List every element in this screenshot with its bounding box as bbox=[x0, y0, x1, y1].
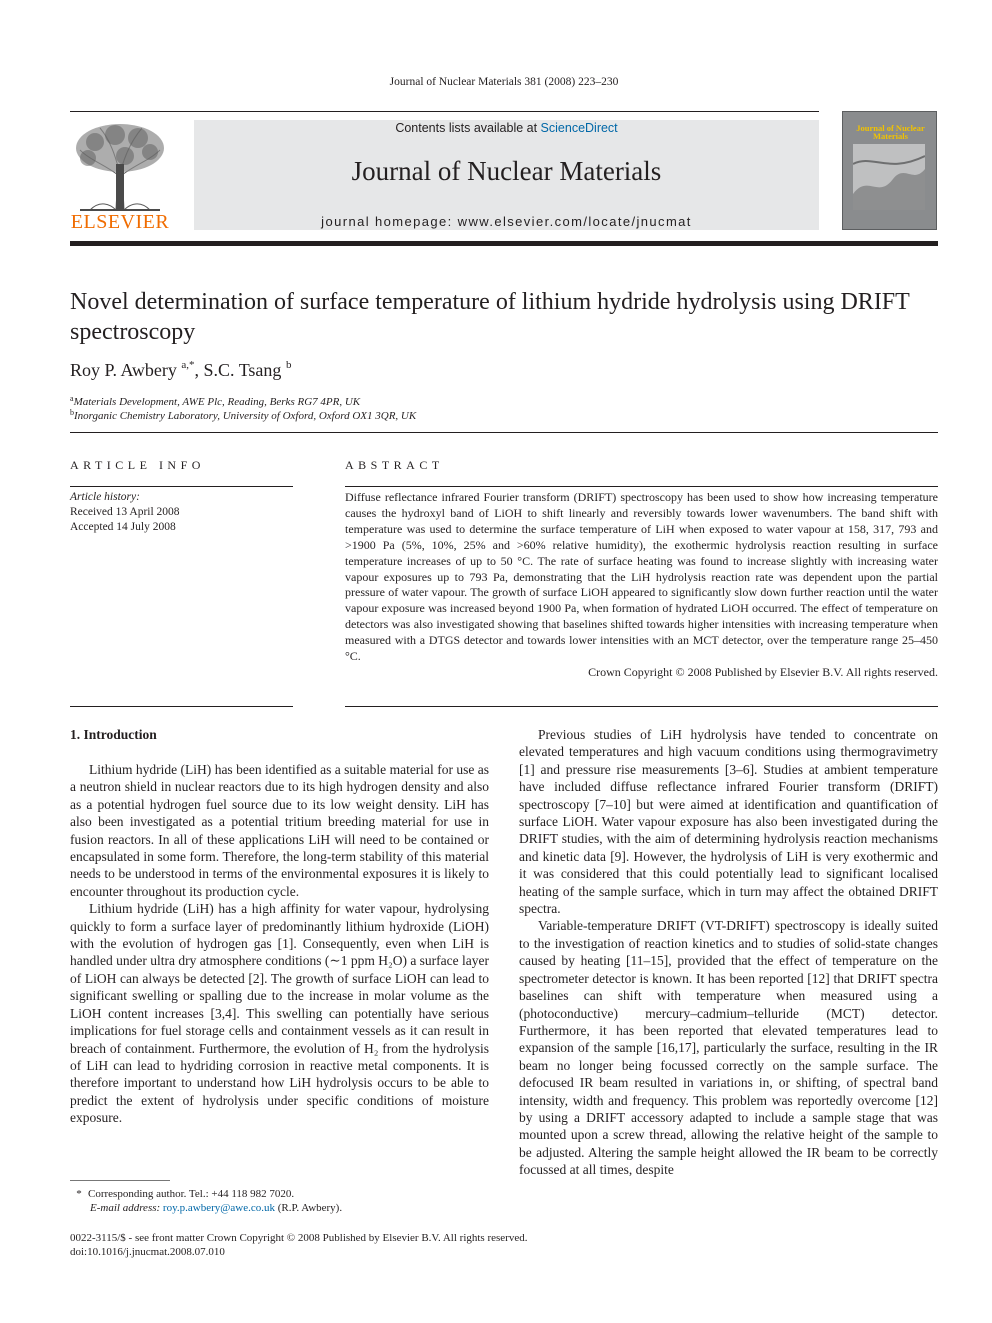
author-separator: , bbox=[194, 360, 204, 380]
paragraph: Lithium hydride (LiH) has a high affinity for water vapour, hydrolysing quickly to form a surface layer of predominantly lithium hydroxide (LiOH) with the evolution of hydrogen gas [1]. Consequently, even when LiH is handled under ultra dry atmosphere conditions (∼1 ppm H₂O) a surface layer of LiOH can always be detected [2]. The growth of surface LiOH can lead to significant swelling or spalling due to the increase in molar volume as the LiOH content increases [3,4]. This swelling can potentially have serious implications for fuel storage cells and containment vessels as it can result in breach of containment. Furthermore, the evolution of H₂ from the hydrolysis of LiH can lead to hydriding corrosion in reactive metal components. It is therefore important to understand how LiH hydrolysis occurs to be able to predict the extent of hydrolysis under specific conditions of moisture exposure. bbox=[70, 901, 490, 1126]
contents-line bbox=[194, 121, 819, 135]
section-heading: 1. Introduction bbox=[70, 727, 157, 742]
email-link[interactable]: roy.p.awbery@awe.co.uk bbox=[162, 1202, 275, 1214]
footnote-marker: * bbox=[76, 1188, 82, 1200]
paragraph: Previous studies of LiH hydrolysis have tended to concentrate on elevated temperatures and high vacuum conditions using thermogravimetry [1] and pressure rise measurements [3–6]. Studies at ambient temperature have included diffuse reflectance infrared Fourier transform (DRIFT) spectroscopy [7–10] but were aimed at identification and quantification of surface LiOH. Water vapour exposure has also been investigated during the DRIFT studies, with the aim of determining hydrolysis reaction mechanisms and kinetic data [9]. However, the hydrolysis of LiH is very exothermic and it was considered that this could potentially lead to significant localised heating of the sample surface, which in turn may affect the obtained DRIFT spectra. bbox=[519, 727, 938, 917]
abstract-heading: ABSTRACT bbox=[345, 458, 444, 472]
email-suffix: (R.P. Awbery). bbox=[274, 1202, 343, 1214]
abstract-body bbox=[345, 490, 938, 681]
running-head: Journal of Nuclear Materials 381 (2008) 223–230 bbox=[389, 76, 619, 88]
divider bbox=[70, 432, 938, 433]
cover-graphic-icon bbox=[853, 144, 925, 210]
abstract-text: Diffuse reflectance infrared Fourier transform (DRIFT) spectroscopy has been used to show how increasing temperature causes the hydroxyl band of LiOH to shift linearly and reversibly towards lower wavenumbers. The band shift with temperature was used to determine the surface temperature of LiH when exposed to water vapour at 158, 317, 793 and >1900 Pa (5%, 10%, 25% and >60% relative humidity), the exothermic hydrolysis reaction resulting in surface temperature increases of up to 50 °C. The rate of surface heating was found to increase slightly with increasing water vapour exposures up to 793 Pa, demonstrating that the LiH hydrolysis reaction rate was dependent upon the partial pressure of water vapour. The growth of surface LiOH appeared to significantly slow down further reaction until the water vapour exposure was increased beyond 1900 Pa, when formation of hydrated LiOH occurred. The effect of temperature on detectors was also investigated showing that baselines shifted towards higher intensities with increasing temperature when measured with a DTGS detector and towards lower intensities with an MCT detector, over the temperature range 25–450 °C. bbox=[345, 490, 938, 664]
header-thick-rule bbox=[70, 241, 938, 246]
publication-info bbox=[70, 1231, 527, 1259]
doi-line[interactable]: doi:10.1016/j.jnucmat.2008.07.010 bbox=[70, 1246, 225, 1258]
affil-marker: a bbox=[70, 394, 74, 403]
divider bbox=[70, 486, 293, 487]
author-affil-marker: b bbox=[285, 359, 292, 371]
contents-prefix: Contents lists available at bbox=[395, 121, 541, 135]
received-date: Received 13 April 2008 bbox=[70, 506, 180, 518]
email-label: E-mail address: bbox=[90, 1202, 163, 1214]
footnote-rule bbox=[70, 1180, 170, 1181]
affil-text: Inorganic Chemistry Laboratory, University of Oxford, Oxford OX1 3QR, UK bbox=[74, 410, 417, 422]
affil-text: Materials Development, AWE Plc, Reading, Berks RG7 4PR, UK bbox=[73, 396, 361, 408]
issn-line: 0022-3115/$ - see front matter Crown Copyright © 2008 Published by Elsevier B.V. All rights reserved. bbox=[70, 1232, 528, 1244]
affiliation-b bbox=[70, 408, 416, 422]
left-column bbox=[70, 761, 489, 1127]
article-info-heading: ARTICLE INFO bbox=[70, 458, 205, 472]
divider bbox=[345, 486, 938, 487]
divider bbox=[70, 706, 293, 707]
sciencedirect-link[interactable]: ScienceDirect bbox=[540, 121, 618, 135]
affiliation-a bbox=[70, 394, 360, 408]
cover-image bbox=[853, 144, 925, 210]
copyright-line: Crown Copyright © 2008 Published by Elsevier B.V. All rights reserved. bbox=[588, 664, 938, 679]
elsevier-wordmark: ELSEVIER bbox=[70, 211, 170, 233]
paragraph: Lithium hydride (LiH) has been identified as a suitable material for use as a neutron shield in nuclear reactors due to its high hydrogen density and also as a potential hydrogen fuel source due to its low weight density. LiH has also been investigated as a potential tritium breeding material for use in fusion reactors. In all of these applications LiH will need to be contained or encapsulated in some form. Therefore, the long-term stability of this material needs to be understood in terms of the environmental exposures it is likely to encounter throughout its production cycle. bbox=[70, 762, 489, 899]
journal-homepage[interactable]: journal homepage: www.elsevier.com/locate/jnucmat bbox=[321, 214, 692, 229]
author-affil-marker: a,* bbox=[181, 359, 195, 371]
author-name: S.C. Tsang bbox=[203, 360, 282, 380]
tree-icon bbox=[70, 120, 170, 212]
corr-text: Corresponding author. Tel.: +44 118 982 7020. bbox=[88, 1188, 295, 1200]
accepted-date: Accepted 14 July 2008 bbox=[70, 521, 176, 533]
elsevier-logo bbox=[70, 120, 170, 232]
journal-cover-thumbnail bbox=[842, 111, 937, 230]
cover-title: Journal of Nuclear Materials bbox=[856, 123, 925, 141]
paragraph: Variable-temperature DRIFT (VT-DRIFT) spectroscopy is ideally suited to the investigation of reaction kinetics and to studies of solid-state changes caused by heating [11–15], provided that the effect of temperature on the spectrometer detector is known. It has been reported [12] that DRIFT spectra baselines can shift with temperature when measured using a (photoconductive) mercury–cadmium–telluride (MCT) detector. Furthermore, it has been reported that elevated temperatures lead to expansion of the sample [16,17], particularly the surface, resulting in the IR beam no longer being focussed correctly on the sample surface. The defocused IR beam resulted in variations in, or shifting, of spectral band intensity, width and frequency. This problem was reportedly overcome [12] by using a DRIFT accessory adapted to include a sample stage that was mounted upon a screw thread, allowing the relative height of the sample to be adjusted. Altering the sample height allowed the IR beam to be correctly focussed at all times, despite bbox=[519, 918, 938, 1178]
corresponding-author-note bbox=[70, 1187, 342, 1215]
affil-marker: b bbox=[70, 408, 74, 417]
journal-title: Journal of Nuclear Materials bbox=[351, 156, 662, 186]
paper-title: Novel determination of surface temperature of lithium hydride hydrolysis using DRIFT spectroscopy bbox=[70, 289, 910, 345]
right-column bbox=[519, 726, 938, 1179]
history-label: Article history: bbox=[70, 491, 140, 503]
header-rule bbox=[70, 111, 819, 112]
author-name: Roy P. Awbery bbox=[70, 360, 177, 380]
divider bbox=[345, 706, 938, 707]
author-list bbox=[70, 359, 291, 381]
article-history bbox=[70, 490, 180, 535]
journal-banner bbox=[194, 120, 819, 230]
